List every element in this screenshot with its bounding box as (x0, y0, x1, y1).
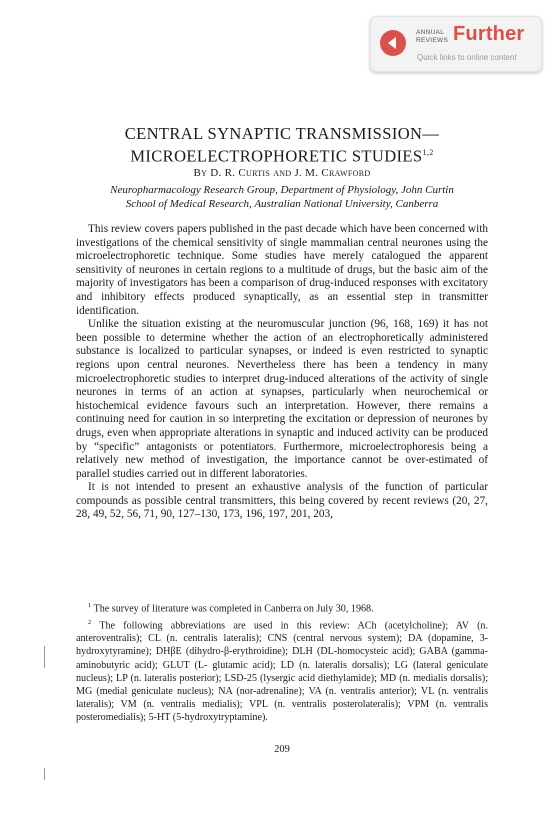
footnote-2 (76, 616, 488, 725)
page-number: 209 (274, 744, 290, 755)
footnote-1-mark: 1 (88, 602, 92, 609)
annual-label: ANNUAL (416, 29, 445, 36)
further-label: Further (453, 23, 525, 45)
footnote-2-mark: 2 (88, 618, 92, 626)
footnotes (76, 599, 488, 725)
affiliation-line-2: School of Medical Research, Australian National University, Canberra (125, 198, 439, 210)
affiliation-line-1: Neuropharmacology Research Group, Department of Physiology, John Curtin (110, 184, 454, 196)
margin-mark-upper (44, 646, 45, 668)
authors-line: By D. R. Curtis and J. M. Crawford (193, 167, 371, 179)
further-subtitle: Quick links to online content (417, 53, 517, 62)
paragraph-1: This review covers papers published in the past decade which have been concerned with investigations of the chemical sensitivity of single mammalian central neurones using the microelectrophoretic technique. Some studies have merely catalogued the apparent sensitivity of neurones in certain regions to a multitude of drugs, but the basic aim of the majority of investigators has been a comparison of drug-induced responses with excitatory and inhibitory effects produced synaptically, as an essential step in transmitter identification. (76, 223, 488, 317)
footnote-1-text: The survey of literature was completed in Canberra on July 30, 1968. (93, 603, 374, 615)
title-footnote-marks: 1,2 (422, 148, 434, 157)
body-text (76, 223, 488, 522)
affiliation (76, 183, 488, 211)
footnote-1 (76, 599, 488, 616)
further-badge-button[interactable] (370, 16, 542, 72)
annual-reviews-logo-text (416, 29, 448, 44)
paragraph-3: It is not intended to present an exhaustive analysis of the function of particular compounds as possible central transmitters, this being covered by recent reviews (20, 27, 28, 49, 52, 56, 71, 90, 127–130, 173, 196, 197, 201, 203, (76, 481, 488, 521)
title-line-1: CENTRAL SYNAPTIC TRANSMISSION— (124, 124, 440, 143)
play-left-icon (380, 30, 406, 56)
article-title (76, 124, 488, 166)
title-line-2: MICROELECTROPHORETIC STUDIES (130, 146, 423, 166)
reviews-label: REVIEWS (416, 36, 449, 44)
margin-mark-lower (44, 768, 45, 780)
footnote-2-text: The following abbreviations are used in this review: ACh (acetylcholine); AV (n. anteroventralis); CL (n. centralis lateralis); CNS (central nervous system); DA (dopamine, 3-hydroxytyramine); DHβE (dihydro-β-erythroidine); DLH (DL-homocysteic acid); GABA (gamma-aminobutyric acid); GLUT (L- glutamic acid); LD (n. lateralis dorsalis); LG (lateral geniculate nucleus); LP (n. lateralis posterior); LSD-25 (lysergic acid diethylamide); MD (n. medialis dorsalis); MG (medial geniculate nucleus); NA (nor-adrenaline); VA (n. ventralis anterior); VL (n. ventralis lateralis); VM (n. ventralis medialis); VPL (n. ventralis posterolateralis); VPM (n. ventralis posteromedialis); 5-HT (5-hydroxytryptamine). (76, 619, 489, 724)
paragraph-2: Unlike the situation existing at the neuromuscular junction (96, 168, 169) it has not been possible to determine whether the action of an electrophoretically administered substance is localized to particular synapses, or indeed is even restricted to synaptic regions upon central neurones. Nevertheless there has been a tendency in many microelectrophoretic studies to interpret drug-induced alterations of the activity of single neurones in terms of an action at synapses, particularly when neurochemical or histochemical evidence favours such an interpretation. However, there remains a continuing need for caution in so interpreting the excitation or depression of neurones by drugs, even when appropriate alterations in synaptic and induced activity can be produced by “specific” antagonists or potentiators. Furthermore, microelectrophoresis being a relatively new method of investigation, the importance cannot be over-estimated of parallel studies carried out in different laboratories. (76, 318, 488, 480)
